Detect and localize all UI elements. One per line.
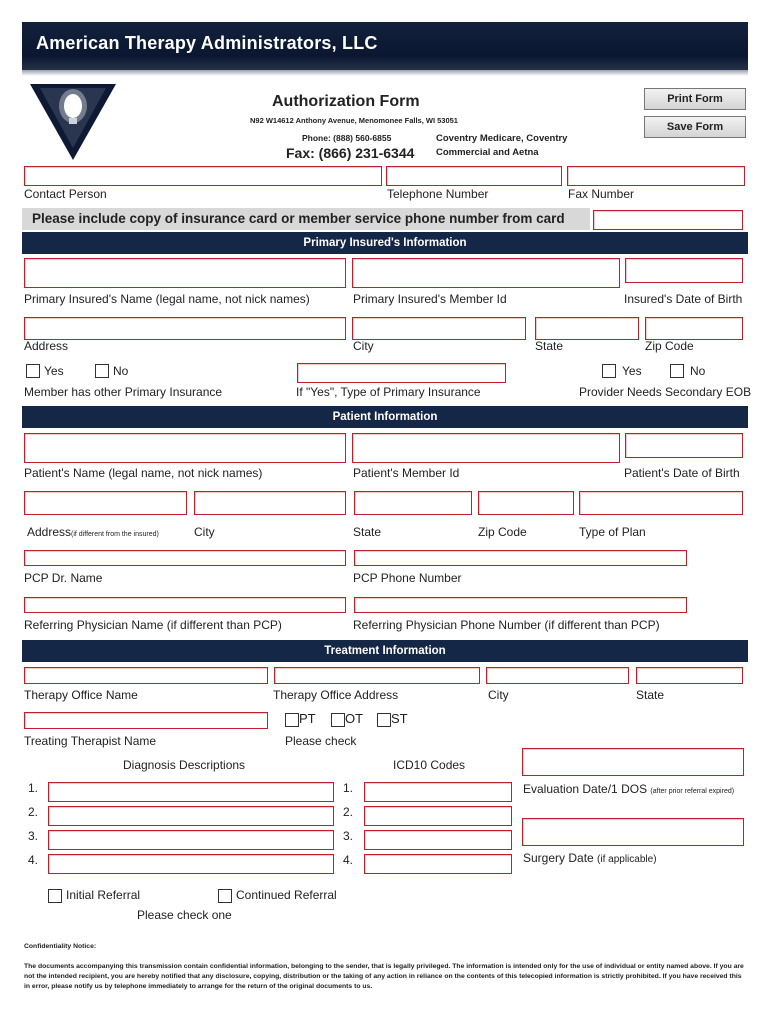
- surgery-date-label: Surgery Date (if applicable): [523, 851, 657, 865]
- evaluation-date-note: (after prior referral expired): [650, 788, 735, 795]
- patient-member-id-input[interactable]: [352, 433, 620, 463]
- confidentiality-title: Confidentiality Notice:: [24, 943, 97, 950]
- primary-insured-name-input[interactable]: [24, 258, 346, 288]
- company-phone: Phone: (888) 560-6855: [302, 133, 392, 143]
- continued-referral-label: Continued Referral: [236, 888, 337, 902]
- fax-label: Fax Number: [568, 187, 635, 201]
- therapy-office-address-label: Therapy Office Address: [273, 688, 399, 702]
- icd-4-input[interactable]: [364, 854, 512, 874]
- therapy-office-address-input[interactable]: [274, 667, 480, 684]
- evaluation-date-input[interactable]: [522, 748, 744, 776]
- therapy-office-state-input[interactable]: [636, 667, 743, 684]
- icd-2-number: 2.: [343, 805, 354, 819]
- other-insurance-no-checkbox[interactable]: [95, 364, 109, 378]
- diagnosis-2-number: 2.: [28, 805, 39, 819]
- primary-zip-input[interactable]: [645, 317, 743, 340]
- patient-dob-label: Patient's Date of Birth: [624, 466, 740, 480]
- patient-state-label: State: [353, 525, 382, 539]
- patient-address-label: Address(if different from the insured): [27, 525, 159, 539]
- pt-label: PT: [299, 711, 316, 726]
- diagnosis-1-number: 1.: [28, 781, 39, 795]
- company-fax: Fax: (866) 231-6344: [286, 145, 415, 161]
- fax-input[interactable]: [567, 166, 745, 186]
- icd-1-number: 1.: [343, 781, 354, 795]
- primary-insured-section-header: Primary Insured's Information: [22, 232, 748, 254]
- primary-zip-label: Zip Code: [645, 339, 694, 353]
- primary-city-label: City: [353, 339, 374, 353]
- contact-person-input[interactable]: [24, 166, 382, 186]
- patient-address-note: (if different from the insured): [71, 531, 159, 538]
- save-form-button[interactable]: Save Form: [644, 116, 746, 138]
- ot-checkbox[interactable]: [331, 713, 345, 727]
- confidentiality-text: The documents accompanying this transmission contain confidential information, belonging to the sender, that is legally privileged. The information is intended only for the use of individual or entity named above. If you are not the intended recipient, you are hereby notified that any disclosure, copying, distribution or the taking of any action in reliance on the contents of this telecopied information is strictly prohibited. If you have received this in error, please notify us by telephone immediately to arrange for the return of the original documents to us.: [24, 963, 744, 990]
- patient-city-input[interactable]: [194, 491, 346, 515]
- icd-2-input[interactable]: [364, 806, 512, 826]
- secondary-eob-yes-label: Yes: [622, 364, 642, 378]
- diagnosis-3-number: 3.: [28, 829, 39, 843]
- therapy-office-state-label: State: [636, 688, 665, 702]
- icd-1-input[interactable]: [364, 782, 512, 802]
- header-divider: [22, 70, 748, 76]
- patient-dob-input[interactable]: [625, 433, 743, 458]
- diagnosis-3-input[interactable]: [48, 830, 334, 850]
- form-title: Authorization Form: [272, 93, 420, 110]
- pt-checkbox[interactable]: [285, 713, 299, 727]
- company-name: American Therapy Administrators, LLC: [36, 33, 378, 53]
- st-checkbox[interactable]: [377, 713, 391, 727]
- surgery-date-note: (if applicable): [597, 854, 657, 865]
- primary-insured-name-label: Primary Insured's Name (legal name, not nick names): [24, 292, 310, 306]
- patient-member-id-label: Patient's Member Id: [353, 466, 460, 480]
- primary-member-id-label: Primary Insured's Member Id: [353, 292, 507, 306]
- icd10-codes-header: ICD10 Codes: [393, 758, 466, 772]
- patient-zip-input[interactable]: [478, 491, 574, 515]
- patient-plan-input[interactable]: [579, 491, 743, 515]
- company-address: N92 W14612 Anthony Avenue, Menomonee Falls, WI 53051: [250, 116, 458, 125]
- primary-insurance-type-input[interactable]: [297, 363, 506, 383]
- contact-person-label: Contact Person: [24, 187, 107, 201]
- ot-label: OT: [345, 711, 364, 726]
- treatment-section-header: Treatment Information: [22, 640, 748, 662]
- insured-dob-input[interactable]: [625, 258, 743, 283]
- icd-3-number: 3.: [343, 829, 354, 843]
- telephone-label: Telephone Number: [387, 187, 489, 201]
- initial-referral-label: Initial Referral: [66, 888, 141, 902]
- referring-physician-phone-label: Referring Physician Phone Number (if different than PCP): [353, 618, 660, 632]
- patient-city-label: City: [194, 525, 215, 539]
- insured-dob-label: Insured's Date of Birth: [624, 292, 743, 306]
- diagnosis-2-input[interactable]: [48, 806, 334, 826]
- treating-therapist-label: Treating Therapist Name: [24, 734, 157, 748]
- secondary-eob-label: Provider Needs Secondary EOB: [579, 385, 752, 399]
- print-form-button[interactable]: Print Form: [644, 88, 746, 110]
- other-insurance-yes-label: Yes: [44, 364, 64, 378]
- therapy-office-name-input[interactable]: [24, 667, 268, 684]
- pcp-phone-input[interactable]: [354, 550, 687, 566]
- diagnosis-descriptions-header: Diagnosis Descriptions: [123, 758, 246, 772]
- secondary-eob-no-checkbox[interactable]: [670, 364, 684, 378]
- secondary-eob-no-label: No: [690, 364, 706, 378]
- surgery-date-input[interactable]: [522, 818, 744, 846]
- icd-3-input[interactable]: [364, 830, 512, 850]
- primary-address-label: Address: [24, 339, 69, 353]
- insurance-card-banner-text: Please include copy of insurance card or member service phone number from card: [32, 211, 565, 226]
- pcp-name-input[interactable]: [24, 550, 346, 566]
- company-logo-icon: [30, 84, 116, 160]
- primary-insurance-type-label: If "Yes", Type of Primary Insurance: [296, 385, 481, 399]
- patient-name-input[interactable]: [24, 433, 346, 463]
- patient-name-label: Patient's Name (legal name, not nick names): [24, 466, 263, 480]
- therapy-office-city-label: City: [488, 688, 509, 702]
- coventry-line-2: Commercial and Aetna: [436, 147, 539, 158]
- coventry-line-1: Coventry Medicare, Coventry: [436, 133, 568, 144]
- patient-plan-label: Type of Plan: [579, 525, 646, 539]
- treating-therapist-input[interactable]: [24, 712, 268, 729]
- evaluation-date-label: Evaluation Date/1 DOS (after prior referral expired): [523, 782, 735, 796]
- referring-physician-phone-input[interactable]: [354, 597, 687, 613]
- diagnosis-1-input[interactable]: [48, 782, 334, 802]
- st-label: ST: [391, 711, 408, 726]
- other-insurance-no-label: No: [113, 364, 129, 378]
- icd-4-number: 4.: [343, 853, 354, 867]
- initial-referral-checkbox[interactable]: [48, 889, 62, 903]
- referring-physician-name-input[interactable]: [24, 597, 346, 613]
- diagnosis-4-input[interactable]: [48, 854, 334, 874]
- insurance-card-banner: [22, 208, 590, 230]
- primary-address-input[interactable]: [24, 317, 346, 340]
- primary-member-id-input[interactable]: [352, 258, 620, 288]
- other-insurance-label: Member has other Primary Insurance: [24, 385, 223, 399]
- therapy-office-name-label: Therapy Office Name: [24, 688, 138, 702]
- therapy-office-city-input[interactable]: [486, 667, 629, 684]
- telephone-input[interactable]: [386, 166, 562, 186]
- primary-state-label: State: [535, 339, 564, 353]
- patient-zip-label: Zip Code: [478, 525, 527, 539]
- please-check-one-label: Please check one: [137, 908, 232, 922]
- referring-physician-name-label: Referring Physician Name (if different than PCP): [24, 618, 282, 632]
- other-insurance-yes-checkbox[interactable]: [26, 364, 40, 378]
- primary-state-input[interactable]: [535, 317, 639, 340]
- insurance-card-input[interactable]: [593, 210, 743, 230]
- continued-referral-checkbox[interactable]: [218, 889, 232, 903]
- patient-section-header: Patient Information: [22, 406, 748, 428]
- primary-city-input[interactable]: [352, 317, 526, 340]
- pcp-name-label: PCP Dr. Name: [24, 571, 103, 585]
- header-bar: [22, 22, 748, 70]
- patient-state-input[interactable]: [354, 491, 472, 515]
- diagnosis-4-number: 4.: [28, 853, 39, 867]
- please-check-label: Please check: [285, 734, 357, 748]
- pcp-phone-label: PCP Phone Number: [353, 571, 462, 585]
- secondary-eob-yes-checkbox[interactable]: [602, 364, 616, 378]
- patient-address-input[interactable]: [24, 491, 187, 515]
